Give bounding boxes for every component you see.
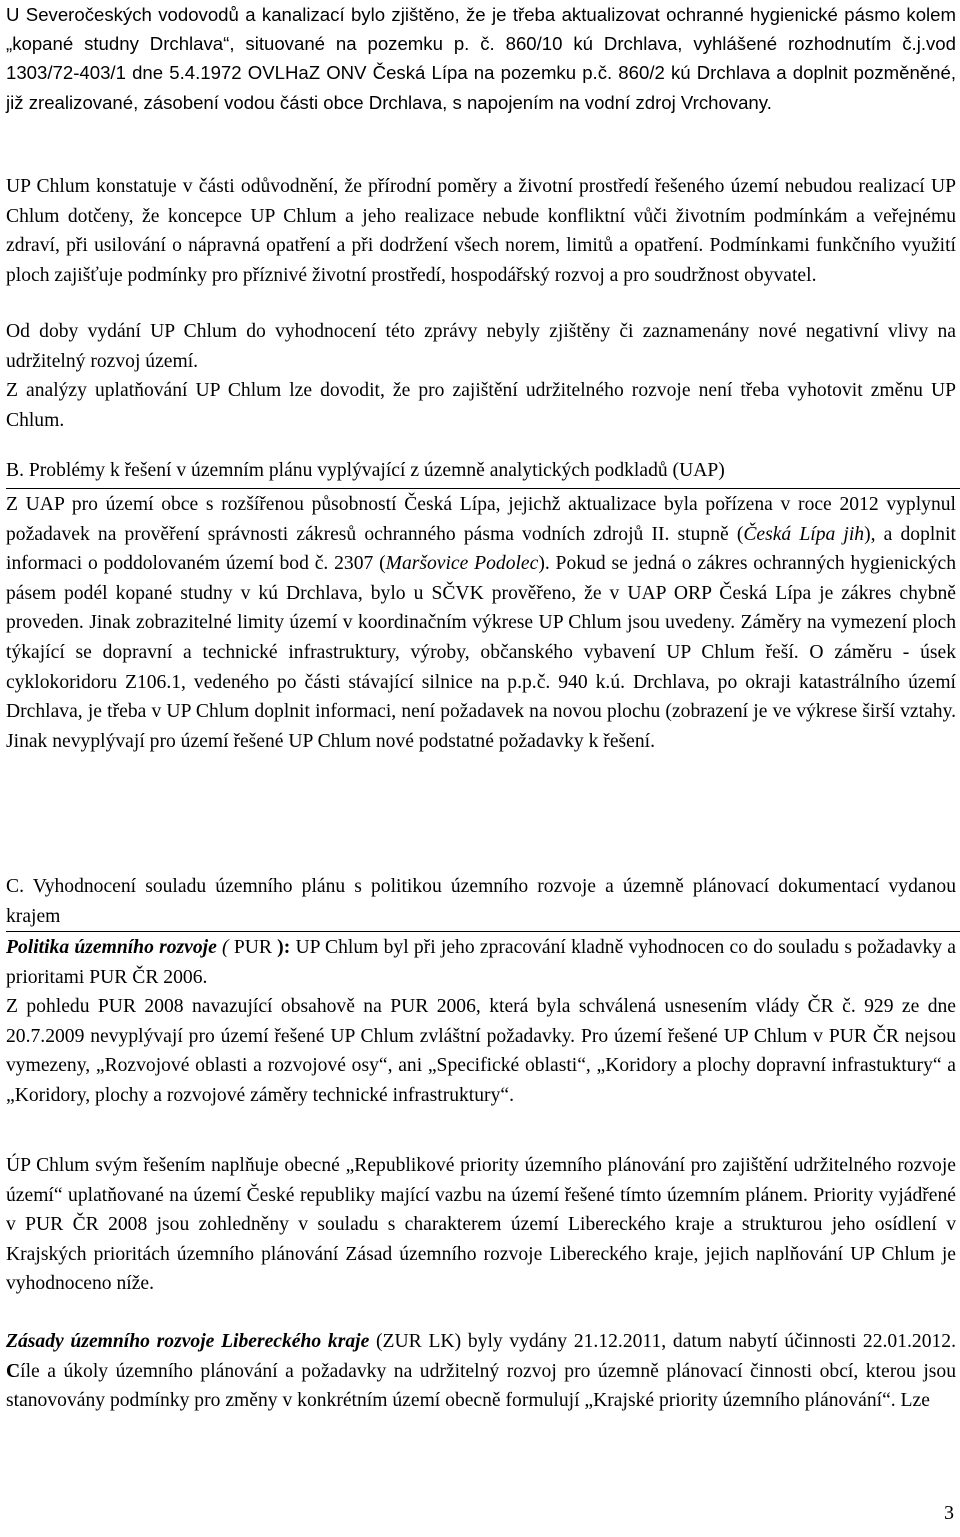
zur-paragraph xyxy=(6,1327,956,1416)
section-b-text-2: ), a doplnit informaci o poddolovaném území bod č. 2307 ( xyxy=(6,523,956,575)
section-b-body xyxy=(6,490,956,756)
section-b-text-3: ). Pokud se jedná o zákres ochranných hygienických pásem podél kopané studny v kú Drchlava, bylo u SČVK prověřeno, že v UAP ORP Česká Lípa je zákres chybně proveden. Jinak zobrazitelné limity území v koordinačním výkrese UP Chlum jsou uvedeny. Záměry na vymezení ploch týkající se dopravní a technické infrastruktury, výroby, občanského vybavení UP Chlum řeší. O záměru - úsek cyklokoridoru Z106.1, vedeného po části stávající silnice na p.p.č. 940 k.ú. Drchlava, po okraji katastrálního území Drchlava, je třeba v UP Chlum doplnit informaci, není požadavek na novou plochu (zobrazení je ve výkrese širší vztahy. Jinak nevyplývají pro území řešené UP Chlum nové podstatné požadavky k řešení. xyxy=(6,553,956,752)
summary-paragraph-2: Od doby vydání UP Chlum do vyhodnocení této zprávy nebyly zjištěny či zaznamenány nové negativní vlivy na udržitelný rozvoj území. xyxy=(6,321,956,372)
section-b-divider xyxy=(6,488,960,489)
section-b-place-1: Česká Lípa jih xyxy=(743,523,865,545)
zur-text: (ZUR LK) byly vydány 21.12.2011, datum nabytí účinnosti 22.01.2012. xyxy=(369,1331,956,1352)
pur-2008-paragraph: Z pohledu PUR 2008 navazující obsahově na PUR 2006, která byla schválená usnesením vlády ČR č. 929 ze dne 20.7.2009 nevyplývají pro území řešené UP Chlum zvláštní požadavky. Pro území řešené UP Chlum v PUR ČR nejsou vymezeny, „Rozvojové oblasti a rozvojové osy“, ani „Specifické oblasti“, „Koridory a plochy dopravní infrastuktury“ a „Koridory, plochy a rozvojové záměry technické infrastruktury“. xyxy=(6,996,956,1106)
zur-bold-letter: C xyxy=(6,1360,21,1382)
pur-paren-close: ): xyxy=(271,937,291,958)
page-number: 3 xyxy=(944,1502,954,1524)
pur-abbr: PUR xyxy=(233,937,272,958)
section-c-heading: C. Vyhodnocení souladu územního plánu s politikou územního rozvoje a územně plánovací dokumentací vydanou krajem xyxy=(6,876,956,927)
section-b-place-2: Maršovice Podolec xyxy=(385,553,539,575)
section-b-text: Z UAP pro území obce s rozšířenou působností Česká Lípa, jejichž aktualizace byla pořízena v roce 2012 vyplynul požadavek na prověření správnosti zákresů ochranného pásma vodních zdrojů II. stupně ( xyxy=(6,494,956,545)
section-c-divider xyxy=(6,931,960,932)
pur-label: Politika územního rozvoje xyxy=(6,937,217,958)
pur-paragraph xyxy=(6,933,956,992)
zur-label: Zásady územního rozvoje Libereckého kraje xyxy=(6,1331,370,1352)
pur-text: UP Chlum byl při jeho zpracování kladně vyhodnocen co do souladu s požadavky a prioritami PUR ČR 2006. xyxy=(6,937,956,988)
zur-text-2: íle a úkoly územního plánování a požadavky na udržitelný rozvoj pro územně plánovací činnosti obcí, kterou jsou stanovovány podmínky pro změny v konkrétním území obecně formulují „Krajské priority územního plánování“. Lze xyxy=(6,1360,956,1412)
priorities-paragraph: ÚP Chlum svým řešením naplňuje obecné „Republikové priority územního plánování pro zajištění udržitelného rozvoje území“ uplatňované na území České republiky mající vazbu na území řešené tímto územním plánem. Priority vyjádřené v PUR ČR 2008 jsou zohledněny v souladu s charakterem území Libereckého kraje a strukturou jeho osídlení v Krajských prioritách územního plánování Zásad územního rozvoje Libereckého kraje, jejich naplňování UP Chlum je vyhodnoceno níže. xyxy=(6,1155,956,1295)
intro-paragraph: U Severočeských vodovodů a kanalizací bylo zjištěno, že je třeba aktualizovat ochranné hygienické pásmo kolem „kopané studny Drchlava“, situované na pozemku p. č. 860/10 kú Drchlava, vyhlášené rozhodnutím č.j.vod 1303/72-403/1 dne 5.4.1972 OVLHaZ ONV Česká Lípa na pozemku p.č. 860/2 kú Drchlava a doplnit pozměněné, již zrealizované, zásobení vodou části obce Drchlava, s napojením na vodní zdroj Vrchovany. xyxy=(6,4,956,113)
summary-paragraph: UP Chlum konstatuje v části odůvodnění, že přírodní poměry a životní prostředí řešeného území nebudou realizací UP Chlum dotčeny, že koncepce UP Chlum a jeho realizace nebude konfliktní vůči životním podmínkám a veřejnému zdraví, při usilování o nápravná opatření a při dodržení všech norem, limitů a opatření. Podmínkami funkčního využití ploch zajišťuje podmínky pro příznivé životní prostředí, hospodářský rozvoj a pro soudržnost obyvatel. xyxy=(6,176,956,286)
summary-paragraph-3: Z analýzy uplatňování UP Chlum lze dovodit, že pro zajištění udržitelného rozvoje není třeba vyhotovit změnu UP Chlum. xyxy=(6,380,956,431)
section-b-heading: B. Problémy k řešení v územním plánu vyplývající z územně analytických podkladů (UAP) xyxy=(6,460,725,481)
pur-paren-open: ( xyxy=(216,937,234,958)
